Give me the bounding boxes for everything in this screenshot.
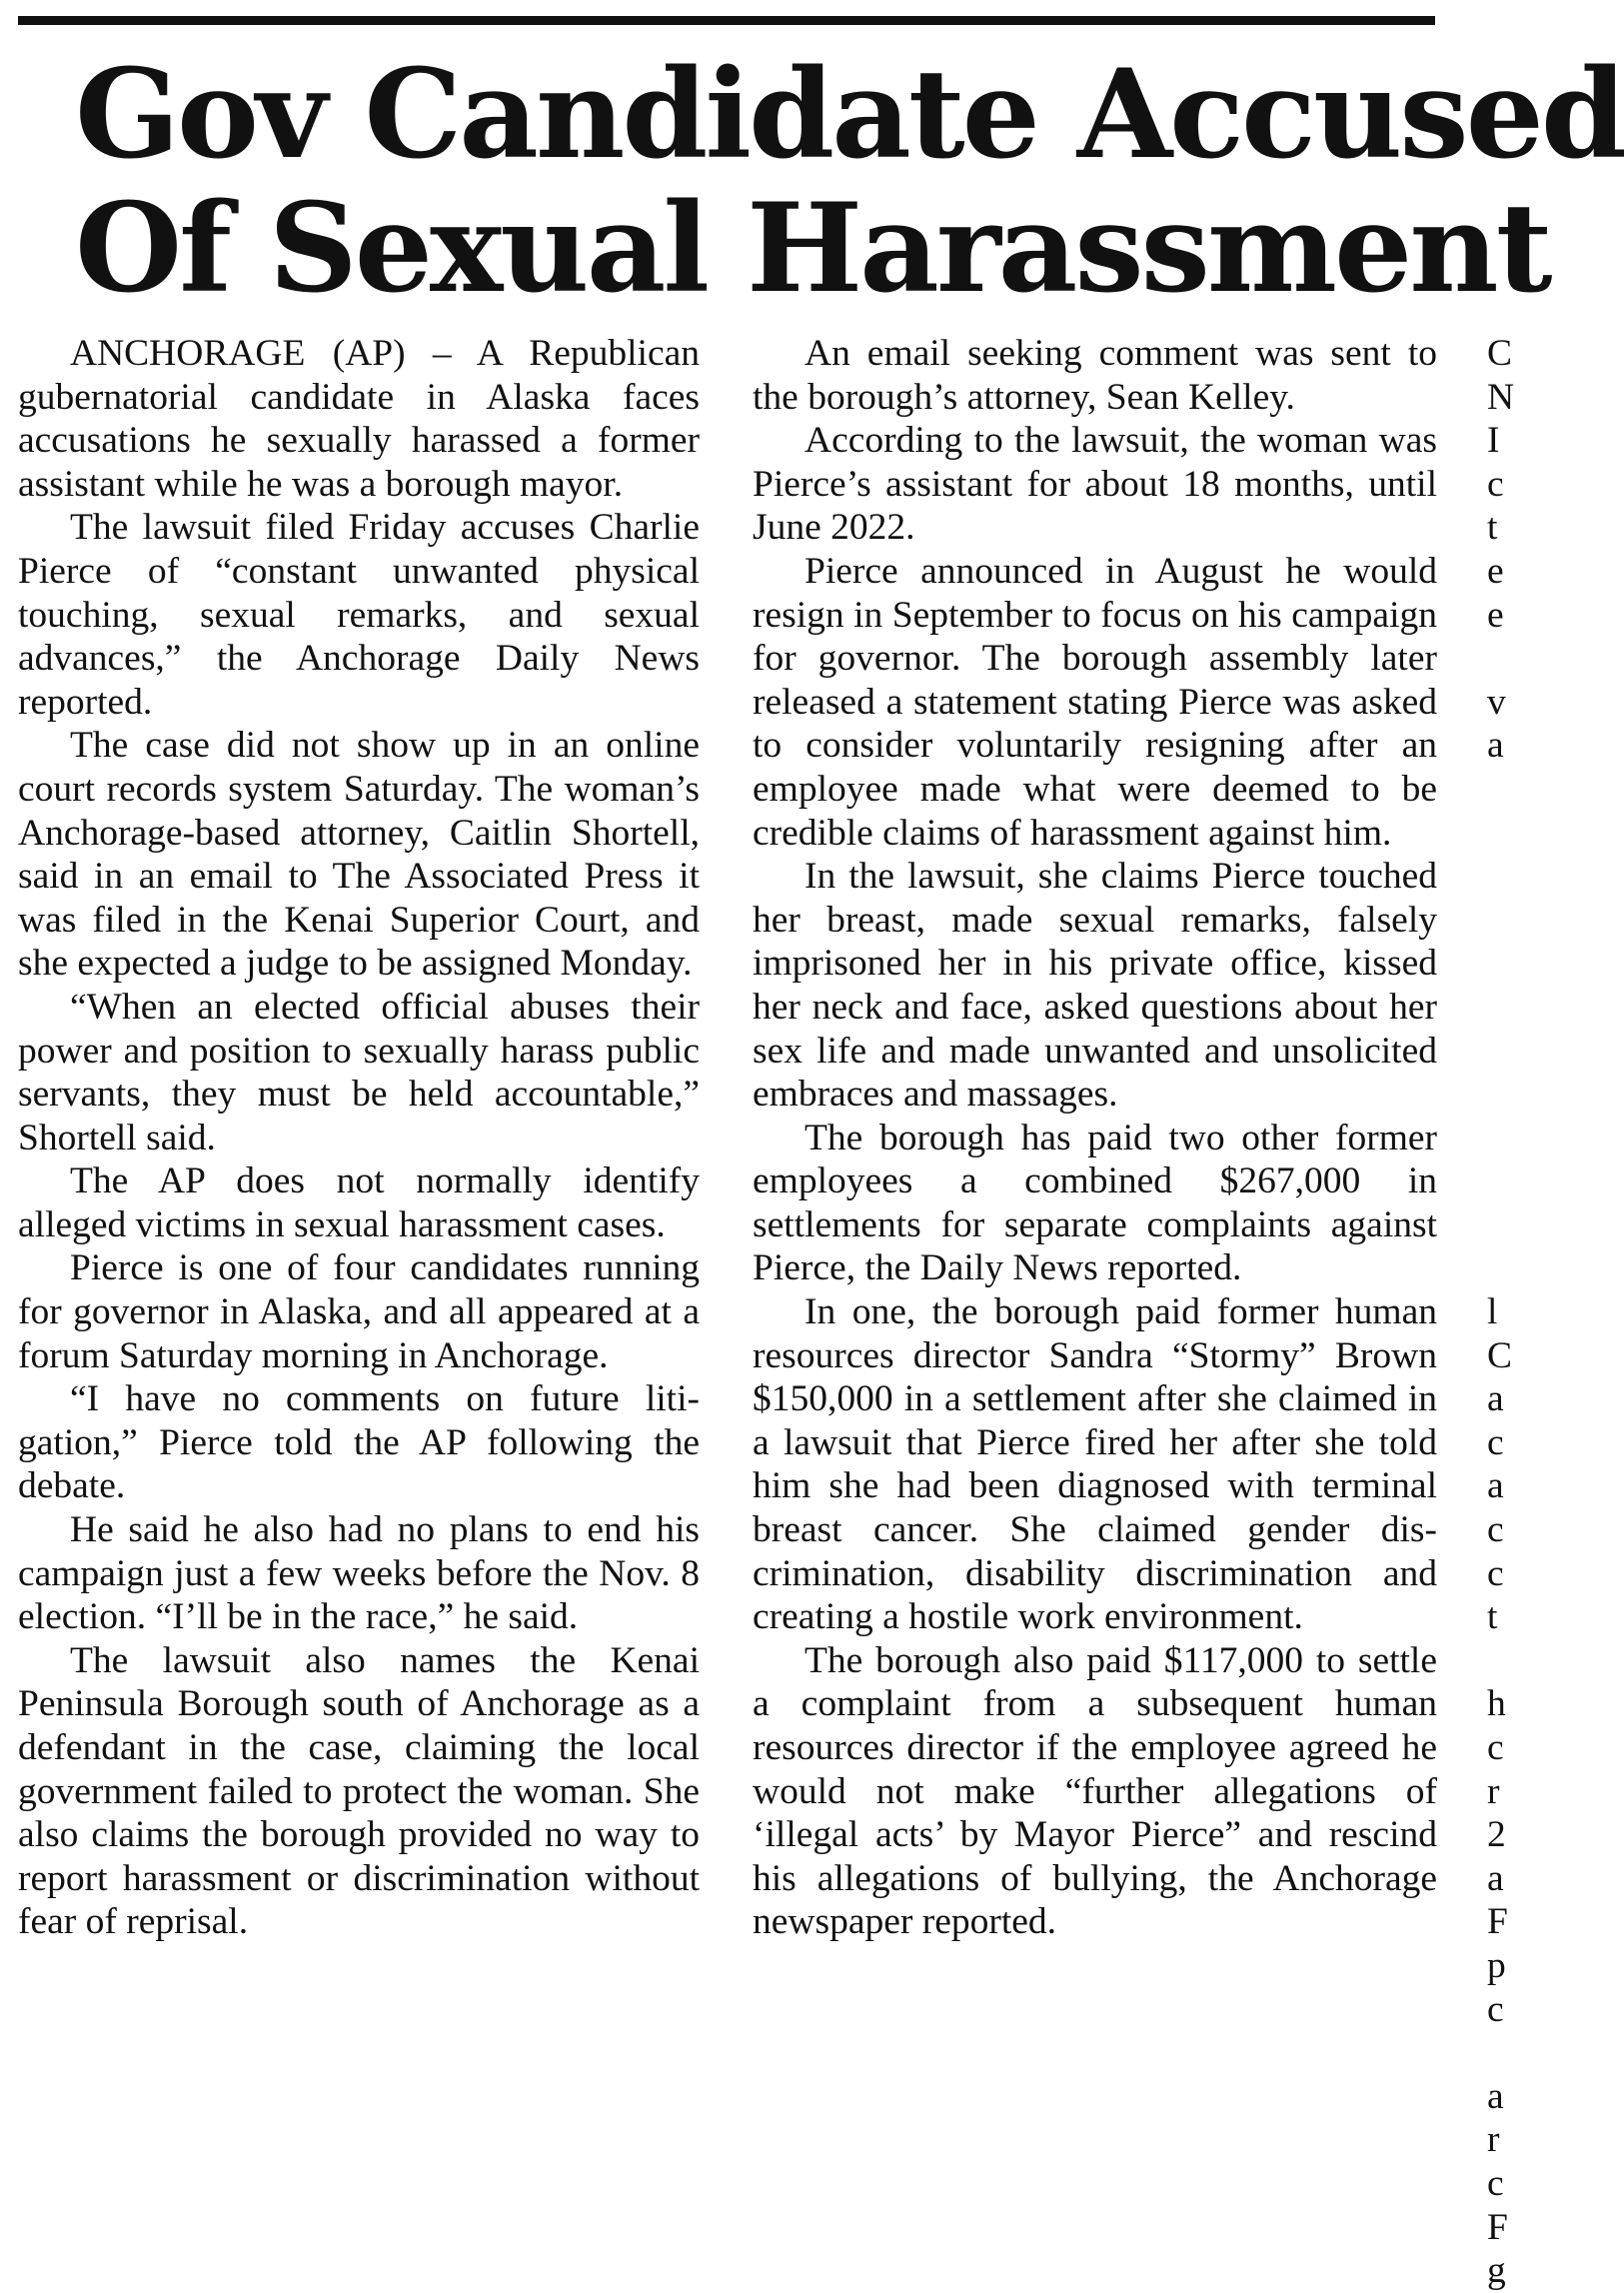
clipped-line-fragment xyxy=(1487,1639,1527,1683)
paragraph: The lawsuit filed Friday accuses Charlie Pierce of “constant unwanted physical touching, sexual remarks, and sexual advances,” the Anchorage Daily News reported. xyxy=(18,507,700,723)
clipped-line-fragment: F xyxy=(1487,2206,1508,2248)
clipped-line-fragment: c xyxy=(1487,1509,1504,1551)
paragraph: The lawsuit also names the Kenai Peninsula Borough south of Anchorage as a defendant in the case, claiming the local government failed to protect the woman. She also claims the borough provided no way to report harassment or discrimination without fear of reprisal. xyxy=(18,1639,700,1943)
clipped-line-fragment: c xyxy=(1487,1727,1504,1768)
clipped-line-fragment xyxy=(1487,942,1527,986)
paragraph: Pierce announced in August he would resign in September to focus on his campaign for governor. The borough assembly later released a statement stating Pierce was asked to consider voluntarily resigning after an employee made what were deemed to be credible claims of harassment against him. xyxy=(753,550,1437,854)
article-column-1 xyxy=(18,332,700,1944)
clipped-line-fragment xyxy=(1487,1117,1527,1160)
paragraph: According to the lawsuit, the woman was Pierce’s assistant for about 18 months, until June 2022. xyxy=(753,420,1437,549)
paragraph: The case did not show up in an online court records system Saturday. The woman’s Anchorage-based attorney, Caitlin Shortell, said in an email to The Associated Press it was filed in the Kenai Superior Court, and she expected a judge to be assigned Monday. xyxy=(18,725,700,985)
paragraph: The borough has paid two other former employees a combined $267,000 in settlements for separate complaints against Pierce, the Daily News reported. xyxy=(753,1117,1437,1289)
clipped-line-fragment: r xyxy=(1487,2119,1500,2161)
clipped-line-fragment: h xyxy=(1487,1683,1506,1725)
paragraph: In one, the borough paid former human resources director Sandra “Stormy” Brown $150,000 in a settlement after she claimed in a lawsuit that Pierce fired her after she told him she had been diagnosed with terminal breast cancer. She claimed gender discrimination, disability discrimination and creating a hostile work environment. xyxy=(753,1291,1437,1638)
clipped-line-fragment: C xyxy=(1487,333,1513,374)
clipped-line-fragment: e xyxy=(1487,594,1504,636)
paragraph: The borough also paid $117,000 to settle a complaint from a subsequent human resources director if the employee agreed he would not make “further allegations of ‘illegal acts’ by Mayor Pierce” and rescind his allegations of bullying, the Anchorage newspaper reported. xyxy=(753,1639,1437,1943)
paragraph: ANCHORAGE (AP) – A Republican gubernatorial candidate in Alaska faces accusations he sexually harassed a former assistant while he was a borough mayor. xyxy=(18,333,700,505)
clipped-line-fragment: a xyxy=(1487,1378,1504,1420)
top-rule xyxy=(18,16,1435,25)
headline-line-1: Gov Candidate Accused xyxy=(75,43,1624,187)
clipped-line-fragment xyxy=(1487,986,1527,1030)
clipped-line-fragment: r xyxy=(1487,1770,1500,1812)
clipped-line-fragment: c xyxy=(1487,2162,1504,2204)
clipped-line-fragment xyxy=(1487,637,1527,681)
clipped-line-fragment: c xyxy=(1487,1988,1504,2030)
clipped-line-fragment xyxy=(1487,1203,1527,1247)
clipped-line-fragment xyxy=(1487,1073,1527,1117)
clipped-line-fragment: c xyxy=(1487,1552,1504,1594)
clipped-line-fragment: a xyxy=(1487,2075,1504,2117)
clipped-line-fragment: e xyxy=(1487,550,1504,592)
clipped-line-fragment: N xyxy=(1487,376,1515,418)
paragraph: In the lawsuit, she claims Pierce touched her breast, made sexual remarks, falsely imprisoned her in his private office, kissed her neck and face, asked questions about her sex life and made unwanted and unsolicited embraces and massages. xyxy=(753,856,1437,1116)
clipped-line-fragment: a xyxy=(1487,1857,1504,1899)
paragraph: “I have no comments on future litigation,” Pierce told the AP following the debate. xyxy=(18,1378,700,1507)
article-column-2 xyxy=(753,332,1437,1944)
paragraph: The AP does not normally identify alleged victims in sexual harassment cases. xyxy=(18,1160,700,1245)
clipped-line-fragment: l xyxy=(1487,1291,1498,1333)
clipped-line-fragment xyxy=(1487,812,1527,856)
clipped-line-fragment: p xyxy=(1487,1944,1506,1986)
clipped-line-fragment: 2 xyxy=(1487,1814,1506,1856)
paragraph: He said he also had no plans to end his campaign just a few weeks before the Nov. 8 election. “I’ll be in the race,” he said. xyxy=(18,1509,700,1638)
clipped-line-fragment: a xyxy=(1487,725,1504,767)
headline-line-2: Of Sexual Harassment xyxy=(75,177,1550,321)
clipped-line-fragment: c xyxy=(1487,1421,1504,1463)
clipped-line-fragment xyxy=(1487,855,1527,899)
clipped-line-fragment xyxy=(1487,1159,1527,1203)
clipped-line-fragment xyxy=(1487,2031,1527,2075)
paragraph: An email seeking comment was sent to the borough’s attorney, Sean Kelley. xyxy=(753,333,1437,418)
paragraph: Pierce is one of four candidates running for governor in Alaska, and all appeared at a forum Saturday morning in Anchorage. xyxy=(18,1247,700,1376)
paragraph: “When an elected official abuses their power and position to sexually harass public servants, they must be held accountable,” Shortell said. xyxy=(18,986,700,1158)
clipped-line-fragment: a xyxy=(1487,1465,1504,1507)
clipped-line-fragment: c xyxy=(1487,463,1504,505)
clipped-line-fragment: t xyxy=(1487,507,1498,549)
clipped-line-fragment: F xyxy=(1487,1901,1508,1943)
clipped-line-fragment: t xyxy=(1487,1596,1498,1638)
clipped-line-fragment: I xyxy=(1487,420,1500,462)
clipped-line-fragment xyxy=(1487,768,1527,812)
headline xyxy=(75,43,1624,321)
clipped-line-fragment xyxy=(1487,1246,1527,1290)
clipped-line-fragment: g xyxy=(1487,2250,1506,2292)
clipped-line-fragment xyxy=(1487,899,1527,943)
clipped-line-fragment xyxy=(1487,1030,1527,1074)
article-column-3-clipped xyxy=(1487,332,1527,2293)
clipped-line-fragment: v xyxy=(1487,681,1506,723)
clipped-line-fragment: C xyxy=(1487,1334,1513,1376)
